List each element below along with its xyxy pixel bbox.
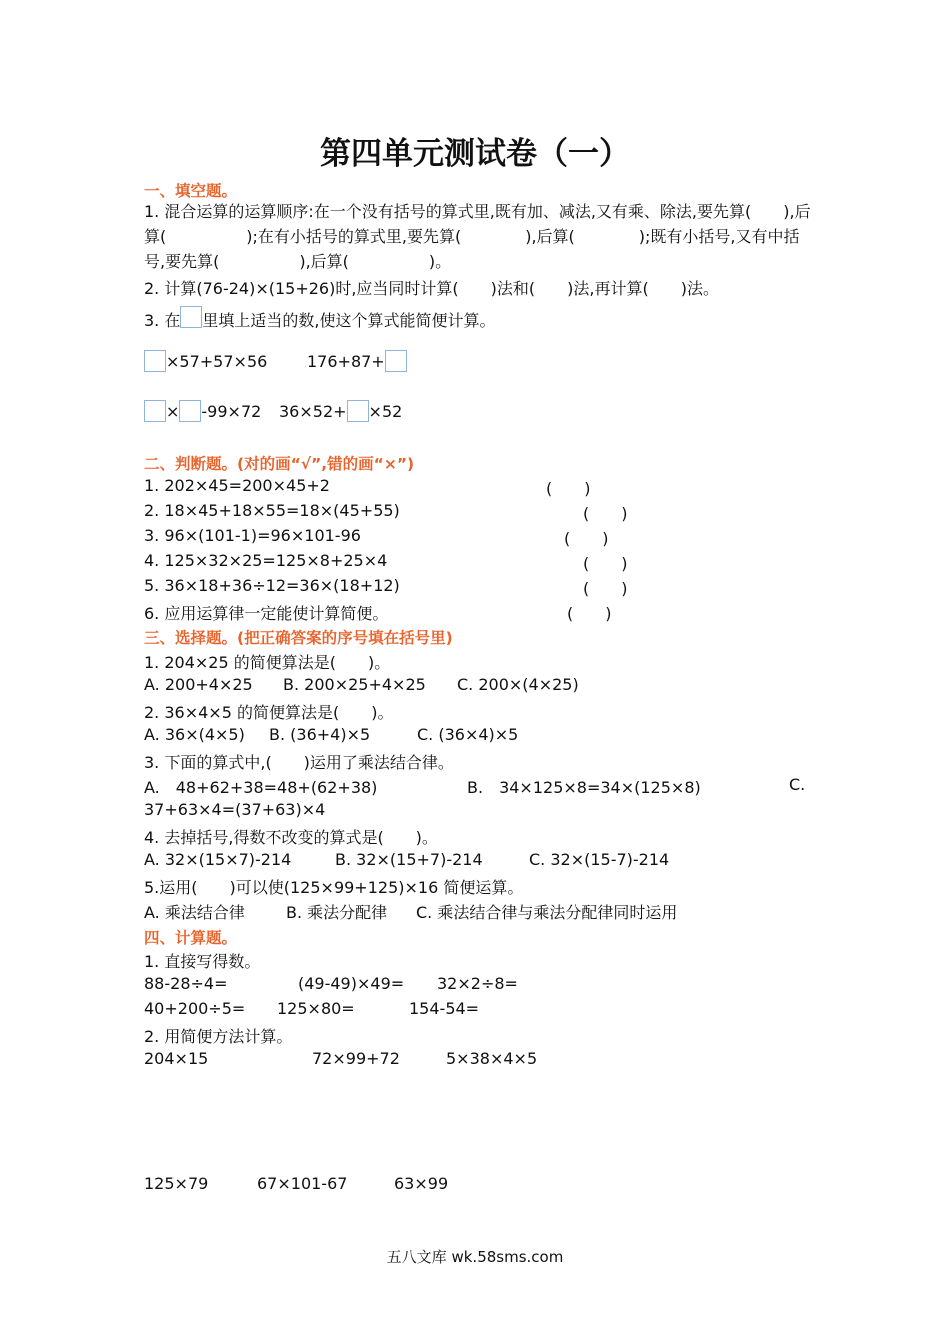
choice-question-2: 2. 36×4×5 的简便算法是( )。 bbox=[144, 703, 394, 722]
calc-question-2: 2. 用简便方法计算。 bbox=[144, 1027, 293, 1046]
expression-4-part-a: 36×52+ bbox=[279, 402, 347, 421]
expression-2-text: 176+87+ bbox=[307, 352, 385, 371]
expression-2 bbox=[307, 350, 407, 372]
calc-expression: 63×99 bbox=[394, 1174, 449, 1193]
answer-box[interactable] bbox=[144, 350, 166, 372]
choice-option-b[interactable]: B. (36+4)×5 bbox=[269, 725, 371, 744]
judge-item-text: 5. 36×18+36÷12=36×(18+12) bbox=[144, 576, 400, 595]
expression-1-text: ×57+57×56 bbox=[166, 352, 268, 371]
judge-item-answer[interactable]: ( ) bbox=[546, 479, 591, 498]
choice-option-c[interactable]: C. 32×(15-7)-214 bbox=[529, 850, 670, 869]
choice-option-c[interactable]: C. 乘法结合律与乘法分配律同时运用 bbox=[416, 903, 678, 922]
choice-option-a[interactable]: A. 32×(15×7)-214 bbox=[144, 850, 292, 869]
question-1-2: 2. 计算(76-24)×(15+26)时,应当同时计算( )法和( )法,再计算( )法。 bbox=[144, 279, 719, 298]
choice-option-b[interactable]: B. 32×(15+7)-214 bbox=[335, 850, 483, 869]
calc-expression: 32×2÷8= bbox=[437, 974, 518, 993]
choice-option-a[interactable]: A. 36×(4×5) bbox=[144, 725, 245, 744]
question-1-3 bbox=[144, 306, 495, 331]
calc-expression: 88-28÷4= bbox=[144, 974, 228, 993]
choice-option-c-text[interactable]: 37+63×4=(37+63)×4 bbox=[144, 800, 326, 819]
choice-option-b[interactable]: B. 200×25+4×25 bbox=[283, 675, 426, 694]
choice-question-3: 3. 下面的算式中,( )运用了乘法结合律。 bbox=[144, 753, 454, 772]
answer-box[interactable] bbox=[144, 400, 166, 422]
choice-question-1: 1. 204×25 的简便算法是( )。 bbox=[144, 653, 391, 672]
page-title: 第四单元测试卷（一） bbox=[320, 136, 630, 172]
footer bbox=[0, 1246, 950, 1267]
judge-item-text: 2. 18×45+18×55=18×(45+55) bbox=[144, 501, 400, 520]
calc-expression: (49-49)×49= bbox=[298, 974, 405, 993]
answer-box[interactable] bbox=[180, 306, 202, 328]
choice-option-a[interactable]: A. 200+4×25 bbox=[144, 675, 253, 694]
choice-option-a[interactable]: A. 48+62+38=48+(62+38) bbox=[144, 778, 378, 797]
choice-option-c[interactable]: C. (36×4)×5 bbox=[417, 725, 519, 744]
answer-box[interactable] bbox=[347, 400, 369, 422]
answer-box[interactable] bbox=[385, 350, 407, 372]
answer-box[interactable] bbox=[179, 400, 201, 422]
question-1-3-suffix: 里填上适当的数,使这个算式能简便计算。 bbox=[202, 311, 496, 330]
choice-option-a[interactable]: A. 乘法结合律 bbox=[144, 903, 245, 922]
calc-expression: 154-54= bbox=[409, 999, 480, 1018]
expression-3-part-a: × bbox=[166, 402, 180, 421]
question-1-1: 1. 混合运算的运算顺序:在一个没有括号的算式里,既有加、减法,又有乘、除法,要先算( ),后算( );在有小括号的算式里,要先算( ),后算( );既有小括号,又有中括号,要先算( ),后算( )。 bbox=[144, 202, 811, 271]
choice-option-c[interactable]: C. 200×(4×25) bbox=[457, 675, 579, 694]
choice-question-4: 4. 去掉括号,得数不改变的算式是( )。 bbox=[144, 828, 438, 847]
judge-item-text: 3. 96×(101-1)=96×101-96 bbox=[144, 526, 361, 545]
calc-expression: 125×80= bbox=[277, 999, 355, 1018]
expression-3 bbox=[144, 400, 261, 422]
calc-expression: 125×79 bbox=[144, 1174, 209, 1193]
section-heading-fill-blank: 一、填空题。 bbox=[144, 182, 238, 200]
calc-question-1: 1. 直接写得数。 bbox=[144, 952, 261, 971]
judge-item-answer[interactable]: ( ) bbox=[583, 504, 628, 523]
calc-expression: 72×99+72 bbox=[312, 1049, 400, 1068]
judge-item-answer[interactable]: ( ) bbox=[583, 554, 628, 573]
section-heading-calculation: 四、计算题。 bbox=[144, 929, 238, 947]
calc-expression: 40+200÷5= bbox=[144, 999, 246, 1018]
expression-3-part-b: -99×72 bbox=[201, 402, 262, 421]
calc-expression: 204×15 bbox=[144, 1049, 209, 1068]
expression-4 bbox=[279, 400, 402, 422]
choice-option-b[interactable]: B. 乘法分配律 bbox=[286, 903, 388, 922]
judge-item-text: 6. 应用运算律一定能使计算简便。 bbox=[144, 604, 389, 623]
expression-4-part-b: ×52 bbox=[368, 402, 403, 421]
footer-url[interactable]: wk.58sms.com bbox=[451, 1248, 564, 1266]
judge-item-answer[interactable]: ( ) bbox=[567, 604, 612, 623]
choice-option-b[interactable]: B. 34×125×8=34×(125×8) bbox=[467, 778, 701, 797]
choice-question-5: 5.运用( )可以使(125×99+125)×16 简便运算。 bbox=[144, 878, 524, 897]
choice-option-c-label[interactable]: C. bbox=[789, 775, 806, 794]
calc-expression: 5×38×4×5 bbox=[446, 1049, 538, 1068]
judge-item-text: 4. 125×32×25=125×8+25×4 bbox=[144, 551, 388, 570]
section-heading-choice: 三、选择题。(把正确答案的序号填在括号里) bbox=[144, 629, 453, 647]
judge-item-answer[interactable]: ( ) bbox=[564, 529, 609, 548]
section-heading-true-false: 二、判断题。(对的画“√”,错的画“×”) bbox=[144, 455, 415, 473]
question-1-3-prefix: 3. 在 bbox=[144, 311, 181, 330]
expression-1 bbox=[144, 350, 267, 372]
judge-item-answer[interactable]: ( ) bbox=[583, 579, 628, 598]
footer-site-name: 五八文库 bbox=[386, 1248, 447, 1266]
judge-item-text: 1. 202×45=200×45+2 bbox=[144, 476, 330, 495]
calc-expression: 67×101-67 bbox=[257, 1174, 348, 1193]
